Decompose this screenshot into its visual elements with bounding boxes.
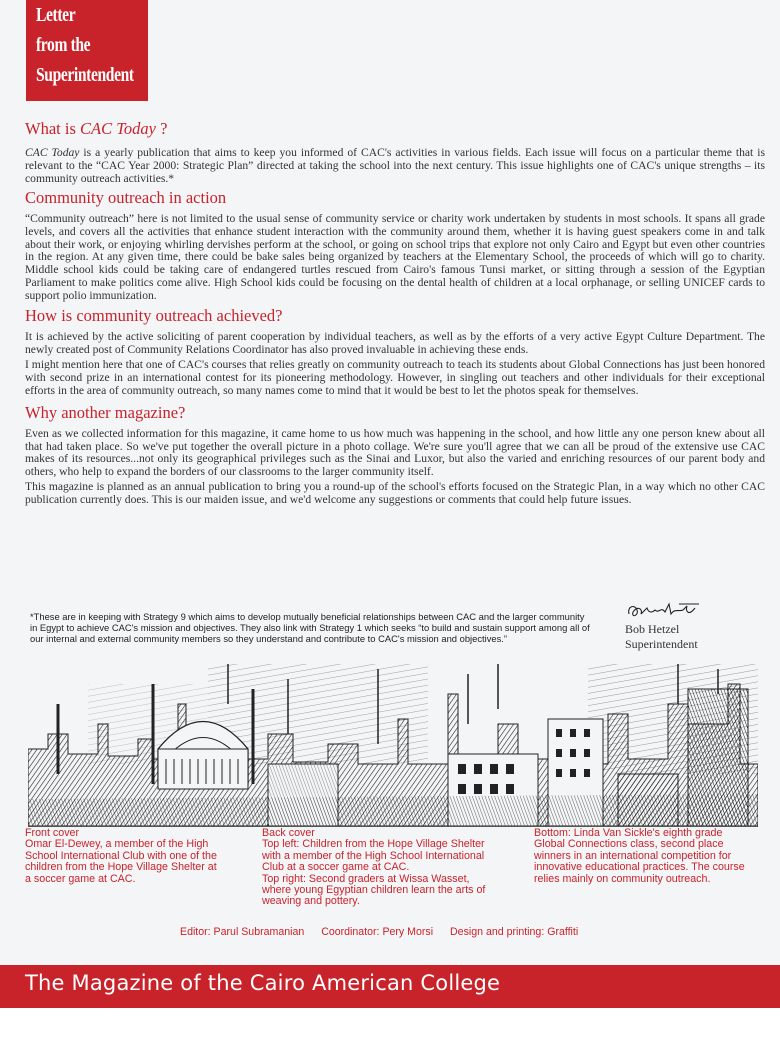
signature-name: Bob Hetzel [625, 622, 680, 636]
credit-editor: Editor: Parul Subramanian [180, 926, 305, 938]
header-line: Superintendent [36, 64, 134, 86]
section-heading-community-outreach: Community outreach in action [25, 187, 227, 207]
header-line: from the [36, 34, 91, 56]
section-paragraph: Even as we collected information for this magazine, it came home to us how much was happening in the school, and how little any one person knew about all that had taken place. So we've put together the overall picture in a photo collage. We're sure you'll agree that we can all be proud of the extensive use CAC makes of its resources...not only its geographical privileges such as the Sinai and Luxor, but also the varied and enriching resources of our parent body and others, who help to expand the borders of our classrooms to the larger community itself. [25, 426, 765, 479]
signature-scribble [625, 600, 705, 622]
section-paragraph: I might mention here that one of CAC's courses that relies greatly on community outreach to teach its students about Global Connections has just been honored with second prize in an international contest for its pioneering methodology. However, in singling out teachers and other individuals for their exceptional efforts in the area of community outreach, so many names come to mind that it would be best to let the photos speak for themselves. [25, 357, 765, 397]
credits-line [180, 926, 592, 938]
skyline-drawing [28, 664, 758, 826]
section-heading-how-achieved: How is community outreach achieved? [25, 306, 283, 326]
cairo-skyline-illustration [28, 664, 758, 827]
section-heading-why-magazine: Why another magazine? [25, 402, 186, 422]
letter-header-block [26, 0, 148, 101]
magazine-title: The Magazine of the Cairo American College [25, 971, 501, 995]
credit-design: Design and printing: Graffiti [450, 926, 579, 938]
footnote: *These are in keeping with Strategy 9 which aims to develop mutually beneficial relationships between CAC and the larger community in Egypt to achieve CAC's mission and objectives. They also link with Strategy 1 which seeks “to build and sustain support among all of our internal and external community members so they understand and contribute to CAC's mission and objectives.” [30, 611, 590, 644]
header-line: Letter [36, 4, 76, 26]
footer-band [0, 965, 780, 1008]
signature-title: Superintendent [625, 637, 698, 651]
section-paragraph: “Community outreach” here is not limited to the usual sense of community service or charity work undertaken by students in most schools. It spans all grade levels, and covers all the activities that enhance student interaction with the community around them, whether it is having guest speakers come in and talk about their work, or enjoying whirling dervishes perform at the school, or going on school trips that explore not only Cairo and Egypt but even other countries in the region. At any given time, there could be bake sales being organized by teachers at the Elementary School, the proceeds of which will go to charity. Middle school kids could be taking care of endangered turtles rescued from Cairo's famous Tunsi market, or sitting through a session of the Egyptian Parliament to make politics come alive. High School kids could be focusing on the dental health of children at a local orphanage, or selling UNICEF cards to support polio immunization. [25, 211, 765, 303]
letter-body [25, 118, 765, 507]
page-bottom-margin [0, 1008, 780, 1038]
caption-back-cover: Back cover Top left: Children from the Hope Village Shelter with a member of the High School International Club at a soccer game at CAC. Top right: Second graders at Wissa Wasset, where young Egyptian children learn the arts of weaving and pottery. [262, 827, 486, 908]
section-paragraph: CAC Today is a yearly publication that aims to keep you informed of CAC's activities in various fields. Each issue will focus on a particular theme that is relevant to the “CAC Year 2000: Strategic Plan” directed at taking the school into the next century. This issue highlights one of CAC's unique strengths – its community outreach activities.* [25, 146, 765, 185]
caption-bottom: Bottom: Linda Van Sickle's eighth grade Global Connections class, second place winners in an international competition for innovative educational practices. The course relies mainly on community outreach. [534, 827, 745, 885]
section-paragraph: It is achieved by the active soliciting of parent cooperation by individual teachers, as well as by the efforts of a very active Egypt Culture Department. The newly created post of Community Relations Coordinator has also proved invaluable in achieving these ends. [25, 330, 765, 356]
credit-coordinator: Coordinator: Pery Morsi [321, 926, 434, 938]
section-heading-what-is: What is CAC Today ? [25, 119, 168, 138]
signature-block [625, 600, 745, 652]
caption-front-cover: Front cover Omar El-Dewey, a member of the High School International Club with one of the children from the Hope Village Shelter at a soccer game at CAC. [25, 827, 217, 885]
section-paragraph: This magazine is planned as an annual publication to bring you a round-up of the school's efforts focused on the Strategic Plan, in a way which no other CAC publication currently does. This is our maiden issue, and we'd welcome any suggestions or comments that could help future issues. [25, 480, 765, 507]
